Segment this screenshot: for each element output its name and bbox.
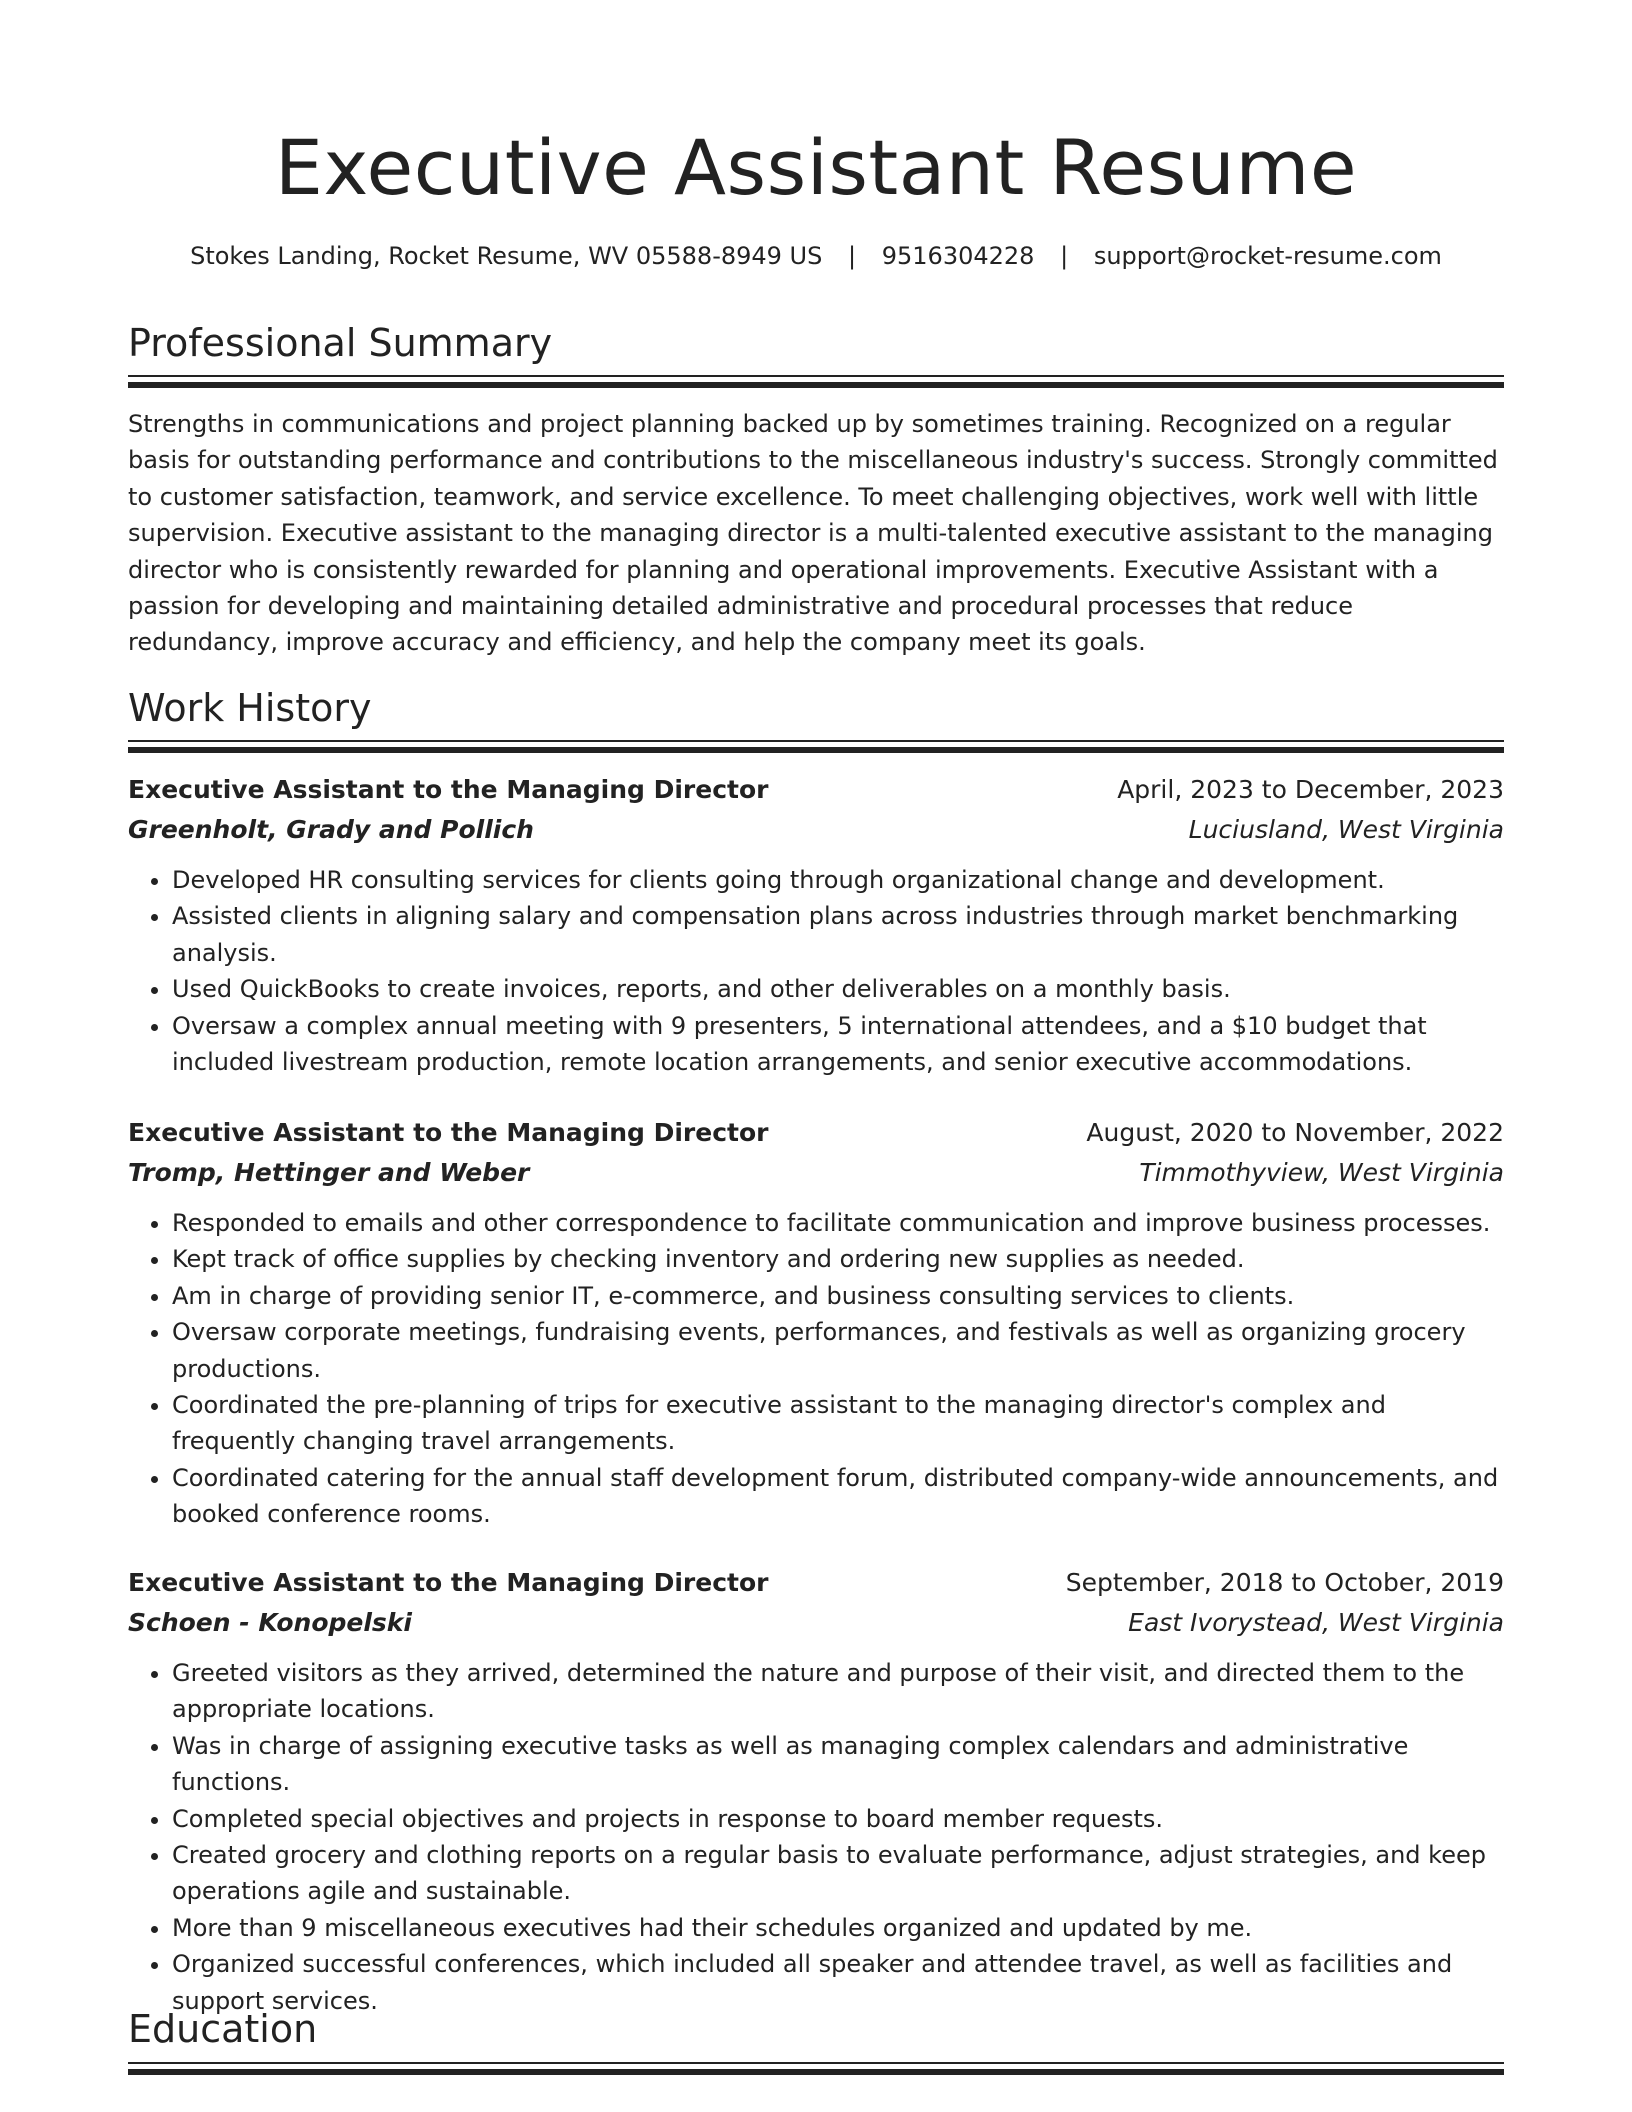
job-dates: April, 2023 to December, 2023 [1117, 775, 1504, 804]
job-title: Executive Assistant to the Managing Director [128, 1118, 769, 1147]
job-bullets [128, 1205, 1504, 1533]
list-item: • Was in charge of assigning executive tasks as well as managing complex calendars and administrative functions. [172, 1728, 1504, 1801]
list-item: • Completed special objectives and projects in response to board member requests. [172, 1801, 1504, 1837]
contact-email: support@rocket-resume.com [1093, 242, 1442, 270]
job-company: Greenholt, Grady and Pollich [128, 815, 534, 844]
list-item: • Created grocery and clothing reports on a regular basis to evaluate performance, adjust strategies, and keep operations agile and sustainable. [172, 1837, 1504, 1910]
contact-separator: | [848, 242, 857, 270]
contact-phone: 9516304228 [881, 242, 1035, 270]
job-company: Schoen - Konopelski [128, 1608, 412, 1637]
job-location: Timmothyview, West Virginia [1139, 1158, 1504, 1187]
list-item: • Kept track of office supplies by checking inventory and ordering new supplies as needed. [172, 1241, 1504, 1277]
list-item: • Am in charge of providing senior IT, e-commerce, and business consulting services to clients. [172, 1278, 1504, 1314]
contact-line [128, 238, 1504, 274]
list-item: • More than 9 miscellaneous executives had their schedules organized and updated by me. [172, 1910, 1504, 1946]
job-entry [128, 1563, 1504, 2019]
section-divider [128, 375, 1504, 388]
list-item: • Coordinated the pre-planning of trips for executive assistant to the managing director's complex and frequently changing travel arrangements. [172, 1387, 1504, 1460]
section-heading-education: Education [128, 2007, 318, 2051]
job-dates: September, 2018 to October, 2019 [1065, 1568, 1504, 1597]
list-item: • Responded to emails and other correspondence to facilitate communication and improve business processes. [172, 1205, 1504, 1241]
page-title: Executive Assistant Resume [274, 123, 1358, 212]
section-divider [128, 2062, 1504, 2075]
contact-separator: | [1060, 242, 1069, 270]
job-location: East Ivorystead, West Virginia [1128, 1608, 1504, 1637]
summary-text: Strengths in communications and project planning backed up by sometimes training. Recognized on a regular basis for outstanding performance and contributions to the miscellaneous industry's success. Strongly committed to customer satisfaction, teamwork, and service excellence. To meet challenging objectives, work well with little supervision. Executive assistant to the managing director is a multi-talented executive assistant to the managing director who is consistently rewarded for planning and operational improvements. Executive Assistant with a passion for developing and maintaining detailed administrative and procedural processes that reduce redundancy, improve accuracy and efficiency, and help the company meet its goals. [128, 410, 1498, 657]
job-company: Tromp, Hettinger and Weber [128, 1158, 530, 1187]
list-item: • Assisted clients in aligning salary and compensation plans across industries through market benchmarking analysis. [172, 898, 1504, 971]
job-entry [128, 1113, 1504, 1533]
contact-address: Stokes Landing, Rocket Resume, WV 05588-8949 US [190, 242, 823, 270]
job-bullets [128, 1655, 1504, 2019]
list-item: • Used QuickBooks to create invoices, reports, and other deliverables on a monthly basis. [172, 971, 1504, 1007]
job-dates: August, 2020 to November, 2022 [1086, 1118, 1504, 1147]
list-item: • Developed HR consulting services for clients going through organizational change and development. [172, 862, 1504, 898]
job-bullets [128, 862, 1504, 1080]
job-location: Luciusland, West Virginia [1188, 815, 1504, 844]
section-heading-summary: Professional Summary [128, 321, 553, 365]
section-divider [128, 740, 1504, 753]
list-item: • Organized successful conferences, which included all speaker and attendee travel, as well as facilities and support services. [172, 1946, 1504, 2019]
job-title: Executive Assistant to the Managing Director [128, 1568, 769, 1597]
job-title: Executive Assistant to the Managing Director [128, 775, 769, 804]
job-entry [128, 770, 1504, 1080]
list-item: • Oversaw a complex annual meeting with 9 presenters, 5 international attendees, and a $10 budget that included livestream production, remote location arrangements, and senior executive accommodations. [172, 1008, 1504, 1081]
list-item: • Oversaw corporate meetings, fundraising events, performances, and festivals as well as organizing grocery productions. [172, 1314, 1504, 1387]
section-heading-work-history: Work History [128, 686, 372, 730]
list-item: • Greeted visitors as they arrived, determined the nature and purpose of their visit, and directed them to the appropriate locations. [172, 1655, 1504, 1728]
list-item: • Coordinated catering for the annual staff development forum, distributed company-wide announcements, and booked conference rooms. [172, 1460, 1504, 1533]
